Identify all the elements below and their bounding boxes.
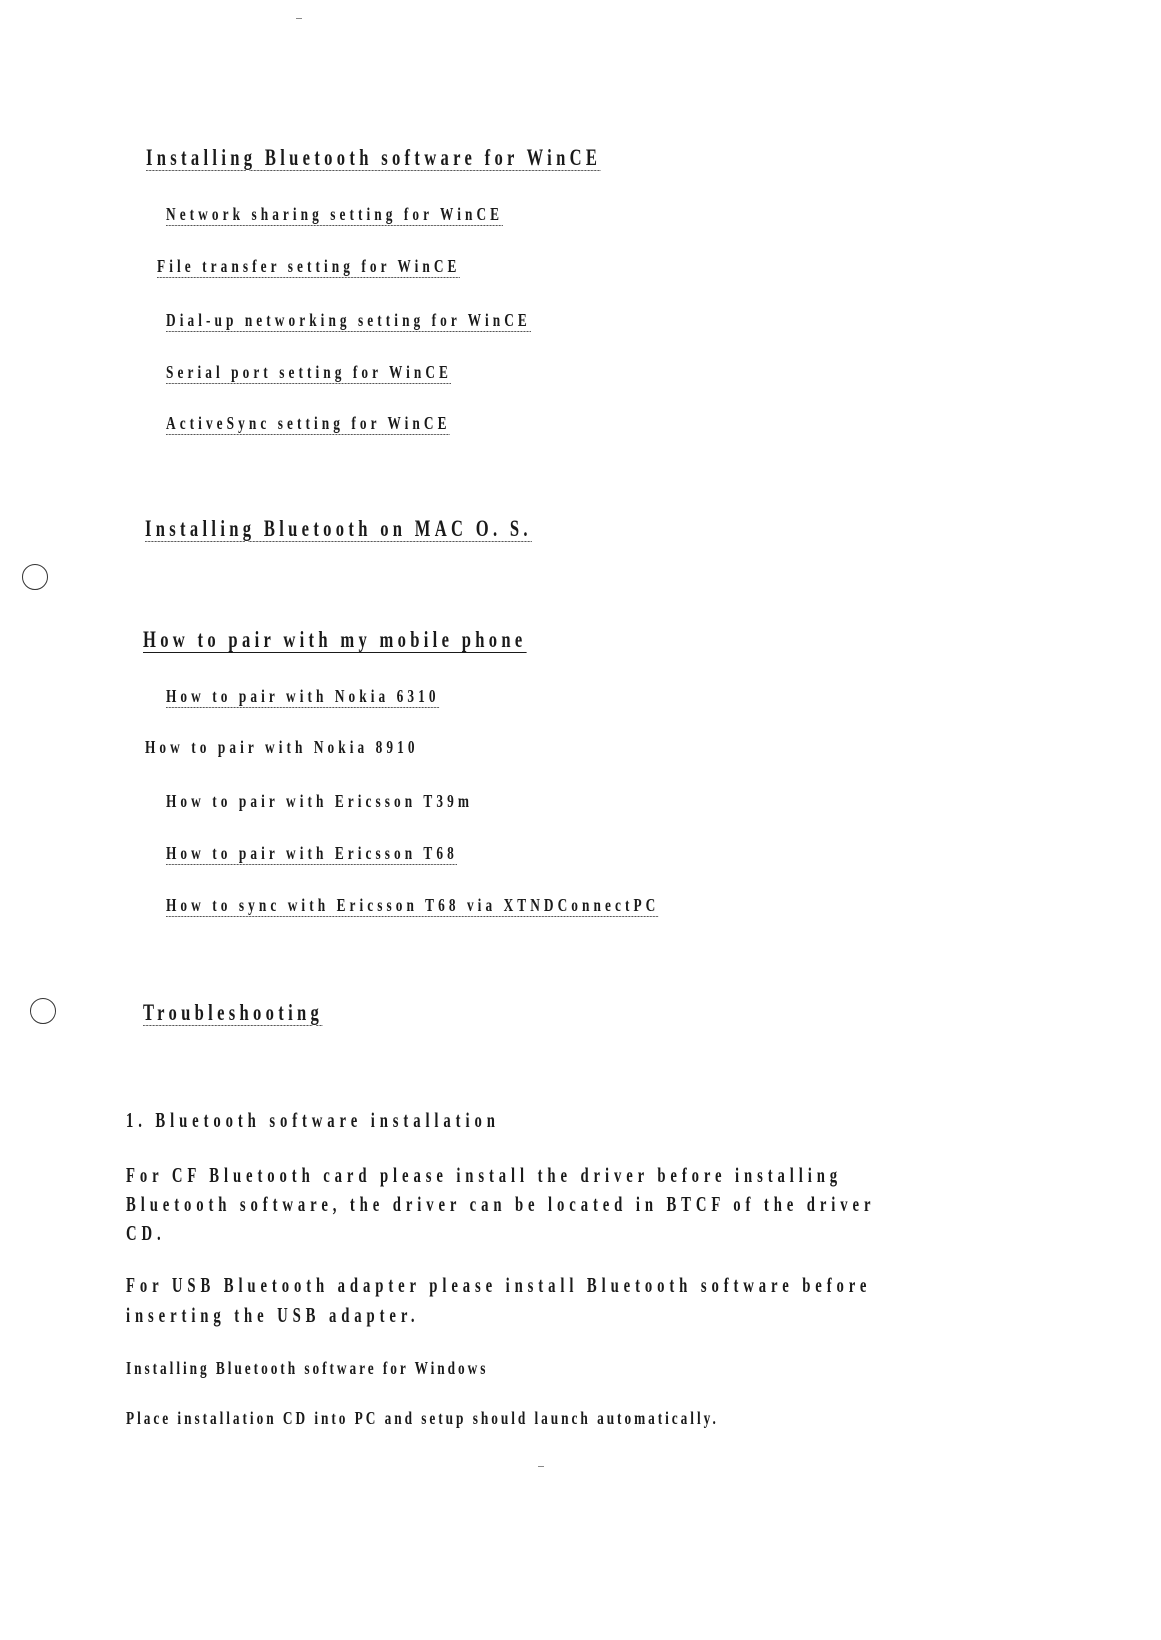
link-activesync-wince[interactable]: ActiveSync setting for WinCE: [166, 413, 451, 433]
link-pair-nokia-8910[interactable]: How to pair with Nokia 8910: [145, 737, 419, 757]
section-heading-installation: 1. Bluetooth software installation: [126, 1108, 500, 1132]
punch-hole: [22, 564, 48, 590]
paragraph-cf-line3: CD.: [126, 1221, 166, 1245]
paragraph-place-cd: Place installation CD into PC and setup should launch automatically.: [126, 1408, 719, 1428]
link-pair-mobile-phone[interactable]: How to pair with my mobile phone: [143, 627, 527, 652]
link-installing-mac[interactable]: Installing Bluetooth on MAC O. S.: [145, 516, 532, 541]
link-sync-ericsson-t68[interactable]: How to sync with Ericsson T68 via XTNDConnectPC: [166, 895, 660, 915]
paragraph-usb-line1: For USB Bluetooth adapter please install Bluetooth software before: [126, 1273, 872, 1297]
link-network-sharing-wince[interactable]: Network sharing setting for WinCE: [166, 204, 504, 224]
punch-hole: [30, 998, 56, 1024]
link-installing-wince[interactable]: Installing Bluetooth software for WinCE: [146, 145, 602, 170]
paragraph-cf-line2: Bluetooth software, the driver can be located in BTCF of the driver: [126, 1192, 876, 1216]
scan-speck: [296, 18, 302, 19]
link-serial-port-wince[interactable]: Serial port setting for WinCE: [166, 362, 453, 382]
link-dialup-networking-wince[interactable]: Dial-up networking setting for WinCE: [166, 310, 531, 330]
link-troubleshooting[interactable]: Troubleshooting: [143, 1000, 324, 1025]
link-pair-nokia-6310[interactable]: How to pair with Nokia 6310: [166, 686, 440, 706]
subheading-installing-windows: Installing Bluetooth software for Windows: [126, 1358, 489, 1378]
scan-speck: [538, 1466, 544, 1467]
link-pair-ericsson-t39m[interactable]: How to pair with Ericsson T39m: [166, 791, 473, 811]
link-file-transfer-wince[interactable]: File transfer setting for WinCE: [157, 256, 461, 276]
paragraph-usb-line2: inserting the USB adapter.: [126, 1303, 420, 1327]
link-pair-ericsson-t68[interactable]: How to pair with Ericsson T68: [166, 843, 458, 863]
paragraph-cf-line1: For CF Bluetooth card please install the driver before installing: [126, 1163, 843, 1187]
